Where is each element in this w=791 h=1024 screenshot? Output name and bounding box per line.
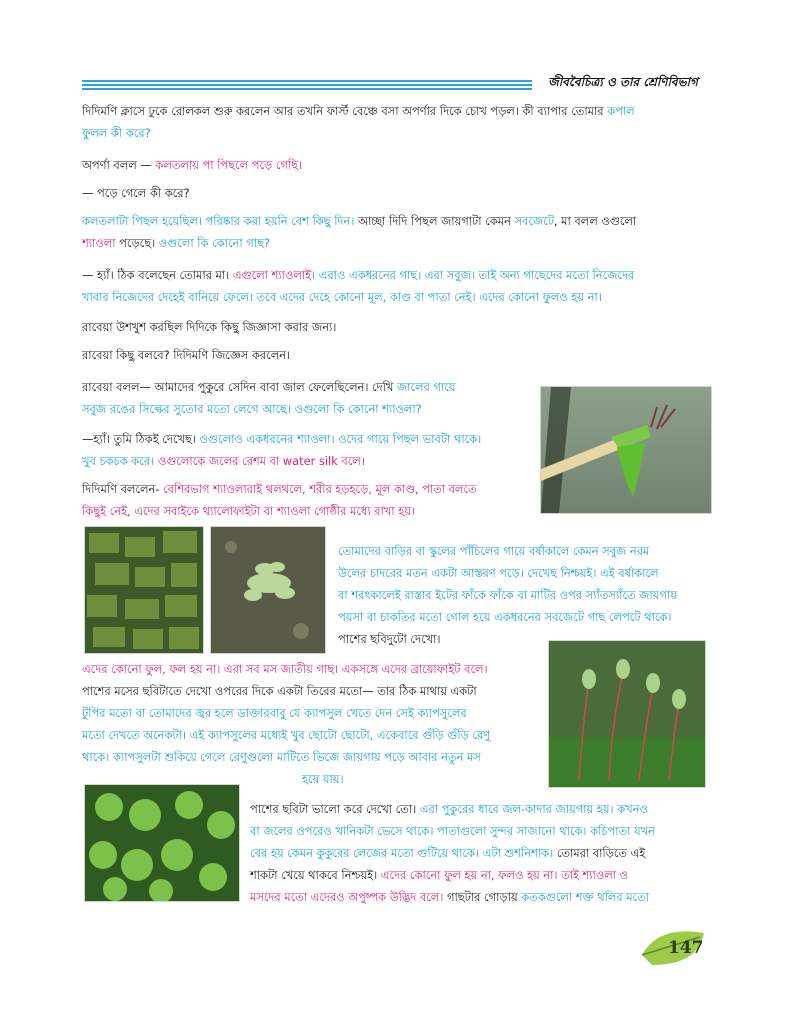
paragraph-3: — পড়ে গেলে কী করে? bbox=[82, 186, 190, 200]
paragraph-12: এদের কোনো ফুল, ফল হয় না। এরা সব মস জাতীয় গাছ। একসঙ্গে এদের ব্রায়োফাইট বলে। পাশের মসের ছবিটাতে দেখো ওপরের দিকে একটা তিরের মতো— তার ঠিক মাথায় একটা টুপির মতো বা তোমাদের জ্বর হলে ডাক্তারবাবু যে ক্যাপসুল খেতে দেন সেই ক্যাপসুলের মতো দেখতে অনেকটা। এই ক্যাপসুলের মধ্যেই খুব ছোটো ছোটো, একেবারে গুঁড়ি গুঁড়ি রেণু থাকে। ক্যাপসুলটা শুকিয়ে গেলে রেণুগুলো মাটিতে ভিজে জায়গায় পড়ে আবার নতুন মস হয়ে যায়। bbox=[82, 662, 491, 786]
paragraph-5: — হ্যাঁ। ঠিক বলেছেন তোমার মা। এগুলো শ্যাওলাই। এরাও একধরনের গাছ। এরা সবুজ। তাই অন্য গাছেদের মতো নিজেদের খাবার নিজেদের দেহেই বানিয়ে ফেলে। তবে এদের দেহে কোনো মূল, কাণ্ড বা পাতা নেই। এদের কোনো ফুলও হয় না। bbox=[82, 268, 635, 304]
lichen-photo bbox=[210, 526, 326, 654]
moss-wall-photo bbox=[84, 526, 204, 654]
paragraph-10: দিদিমণি বললেন- বেশিরভাগ শ্যাওলারাই থলথলে, শরীর হড়হড়ে, মূল কাণ্ড, পাতা বলতে কিছুই নেই, এদের সবাইকে থ্যালোফাইটা বা শ্যাওলা গোষ্ঠীর মধ্যে রাখা হয়। bbox=[82, 482, 477, 518]
paragraph-7: রাবেয়া কিছু বলবে? দিদিমণি জিজ্ঞেস করলেন। bbox=[82, 348, 291, 362]
paragraph-2: অপর্ণা বলল — কলতলায় পা পিছলে পড়ে গেছি। bbox=[82, 158, 303, 172]
paragraph-6: রাবেয়া উশখুশ করছিল দিদিকে কিছু জিজ্ঞাসা করার জন্য। bbox=[82, 320, 337, 334]
paragraph-8: রাবেয়া বলল— আমাদের পুকুরে সেদিন বাবা জাল ফেলেছিলেন। দেখি জালের গায়ে সবুজ রঙের সিল্কের সুতোর মতো লেগে আছে। ওগুলো কি কোনো শ্যাওলা? bbox=[82, 380, 456, 416]
paragraph-1: দিদিমণি ক্লাসে ঢুকে রোলকল শুরু করলেন আর তখনি ফার্স্ট বেঞ্চে বসা অপর্ণার দিকে চোখ পড়ল। কী ব্যাপার তোমার কপাল ফুলল কী করে? bbox=[82, 104, 635, 140]
paragraph-4: কলতলাটা পিছল হয়েছিল। পরিষ্কার করা হয়নি বেশ কিছু দিন। আচ্ছা দিদি পিছল জায়গাটা কেমন সবজেটে, মা বলল ওগুলো শ্যাওলা পড়েছে। ওগুলো কি কোনো গাছ? bbox=[82, 214, 637, 250]
header-rule bbox=[82, 80, 532, 90]
paragraph-13: পাশের ছবিটা ভালো করে দেখো তো। এরা পুকুরের ধারে জল-কাদার জায়গায় হয়। কখনও বা জলের ওপরেও খানিকটা ভেসে থাকে। পাতাগুলো সুন্দর সাজানো থাকে। কচিপাতা যখন বের হয় কেমন কুকুরের লেজের মতো গুটিয়ে থাকে। এটা শুশনিশাক। তোমরা বাড়িতে এই শাকটা খেয়ে থাকবে নিশ্চয়ই। এদের কোনো ফুল হয় না, ফলও হয় না। তাই শ্যাওলা ও মসদের মতো এদেরও অপুষ্পক উদ্ভিদ বলে। গাছটার গোড়ায় কতকগুলো শক্ত থলির মতো bbox=[250, 802, 655, 904]
clover-fern-photo bbox=[84, 784, 240, 902]
chapter-title: জীববৈচিত্র্য ও তার শ্রেণিবিভাগ bbox=[548, 75, 698, 89]
page-number: 147 bbox=[668, 938, 704, 958]
moss-capsule-photo bbox=[548, 640, 706, 788]
paragraph-9: —হ্যাঁ। তুমি ঠিকই দেখেছ। ওগুলোও একধরনের শ্যাওলা। ওদের গায়ে পিছল ভাবটা থাকে। খুব চকচক করে। ওগুলোকে জলের রেশম বা water silk বলে। bbox=[82, 432, 482, 468]
water-silk-photo bbox=[540, 386, 712, 514]
paragraph-11: তোমাদের বাড়ির বা স্কুলের পাঁচিলের গায়ে বর্ষাকালে কেমন সবুজ নরম উলের চাদরের মতন একটা আস্তরণ পড়ে। দেখেছ নিশ্চয়ই। এই বর্ষাকালে বা শরৎকালেই রাস্তার ইটের ফাঁকে ফাঁকে বা মাটির ওপর স্যাঁতস্যাঁতে জায়গায় পয়সা বা চাকতির মতো গোল হয়ে একধরনের সবজেটে গাছ লেপটে থাকে। পাশের ছবিদুটো দেখো। bbox=[338, 544, 677, 646]
